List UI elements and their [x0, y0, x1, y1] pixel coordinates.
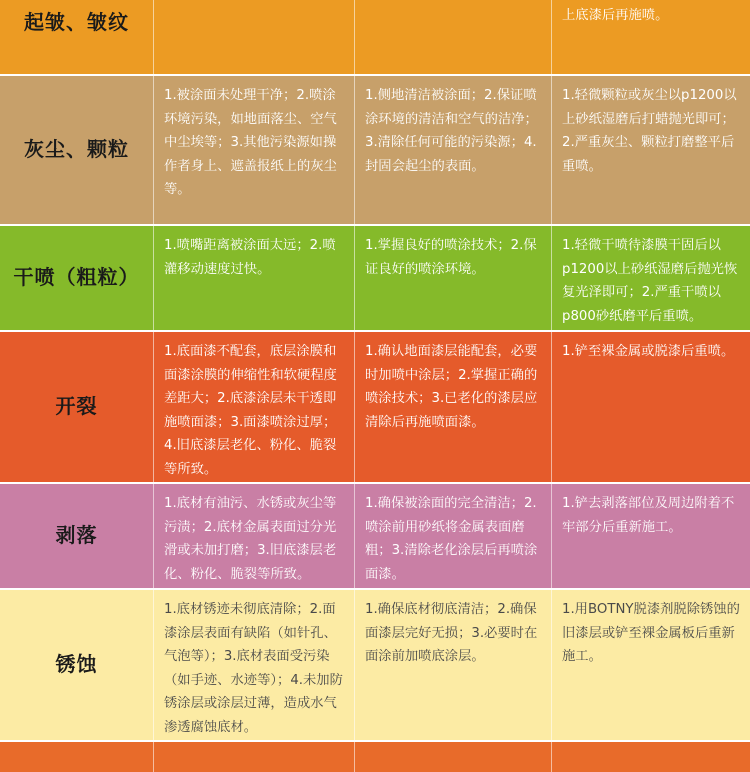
remedy-cell: 1.铲去剥落部位及周边附着不牢部分后重新施工。 — [551, 484, 750, 588]
cause-cell: 1.底面漆不配套，底层涂膜和面漆涂膜的伸缩性和软硬程度差距大；2.底漆涂层未干透即施喷面漆；3.面漆喷涂过厚；4.旧底漆层老化、粉化、脆裂等所致。 — [153, 332, 354, 482]
table-row — [0, 590, 750, 740]
prevention-cell: 1.确保被涂面的完全清洁；2.喷涂前用砂纸将金属表面磨粗；3.清除老化涂层后再喷涂面漆。 — [354, 484, 551, 588]
prevention-cell: 1.掌握良好的喷涂技术；2.保证良好的喷涂环境。 — [354, 226, 551, 330]
prevention-cell — [354, 742, 551, 772]
table-row — [0, 484, 750, 588]
prevention-cell: 1.侧地清洁被涂面；2.保证喷涂环境的清洁和空气的洁净；3.清除任何可能的污染源；4.封固会起尘的表面。 — [354, 76, 551, 224]
remedy-cell: 上底漆后再施喷。 — [551, 0, 750, 74]
defect-label: 灰尘、颗粒 — [24, 137, 129, 162]
table-row — [0, 332, 750, 482]
cause-cell: 1.底材有油污、水锈或灰尘等污渍；2.底材金属表面过分光滑或未加打磨；3.旧底漆层老化、粉化、脆裂等所致。 — [153, 484, 354, 588]
table-row — [0, 226, 750, 330]
defect-label — [0, 742, 153, 772]
cause-cell: 1.喷嘴距离被涂面太远；2.喷灌移动速度过快。 — [153, 226, 354, 330]
prevention-cell — [354, 0, 551, 74]
defect-label: 开裂 — [55, 394, 98, 419]
cause-cell: 1.底材锈迹未彻底清除；2.面漆涂层表面有缺陷（如针孔、气泡等）；3.底材表面受污染（如手迹、水迹等）；4.未加防锈涂层或涂层过薄，造成水气渗透腐蚀底材。 — [153, 590, 354, 740]
defect-label: 起皱、皱纹 — [24, 10, 129, 35]
prevention-cell: 1.确保底材彻底清洁；2.确保面漆层完好无损；3.必要时在面涂前加喷底涂层。 — [354, 590, 551, 740]
table-row — [0, 0, 750, 74]
defect-label: 剥落 — [55, 523, 98, 548]
cause-cell — [153, 742, 354, 772]
remedy-cell: 1.轻微颗粒或灰尘以p1200以上砂纸湿磨后打蜡抛光即可；2.严重灰尘、颗粒打磨整平后重喷。 — [551, 76, 750, 224]
prevention-cell: 1.确认地面漆层能配套，必要时加喷中涂层；2.掌握正确的喷涂技术；3.已老化的漆层应清除后再施喷面漆。 — [354, 332, 551, 482]
table-row — [0, 742, 750, 772]
remedy-cell: 1.铲至裸金属或脱漆后重喷。 — [551, 332, 750, 482]
remedy-cell: 1.轻微干喷待漆膜干固后以p1200以上砂纸湿磨后抛光恢复光泽即可；2.严重干喷以p800砂纸磨平后重喷。 — [551, 226, 750, 330]
defect-label: 干喷（粗粒） — [13, 265, 140, 290]
cause-cell: 1.被涂面未处理干净；2.喷涂环境污染，如地面落尘、空气中尘埃等；3.其他污染源如操作者身上、遮盖报纸上的灰尘等。 — [153, 76, 354, 224]
defect-label: 锈蚀 — [55, 652, 98, 677]
remedy-cell — [551, 742, 750, 772]
cause-cell — [153, 0, 354, 74]
table-row — [0, 76, 750, 224]
remedy-cell: 1.用BOTNY脱漆剂脱除锈蚀的旧漆层或铲至裸金属板后重新施工。 — [551, 590, 750, 740]
